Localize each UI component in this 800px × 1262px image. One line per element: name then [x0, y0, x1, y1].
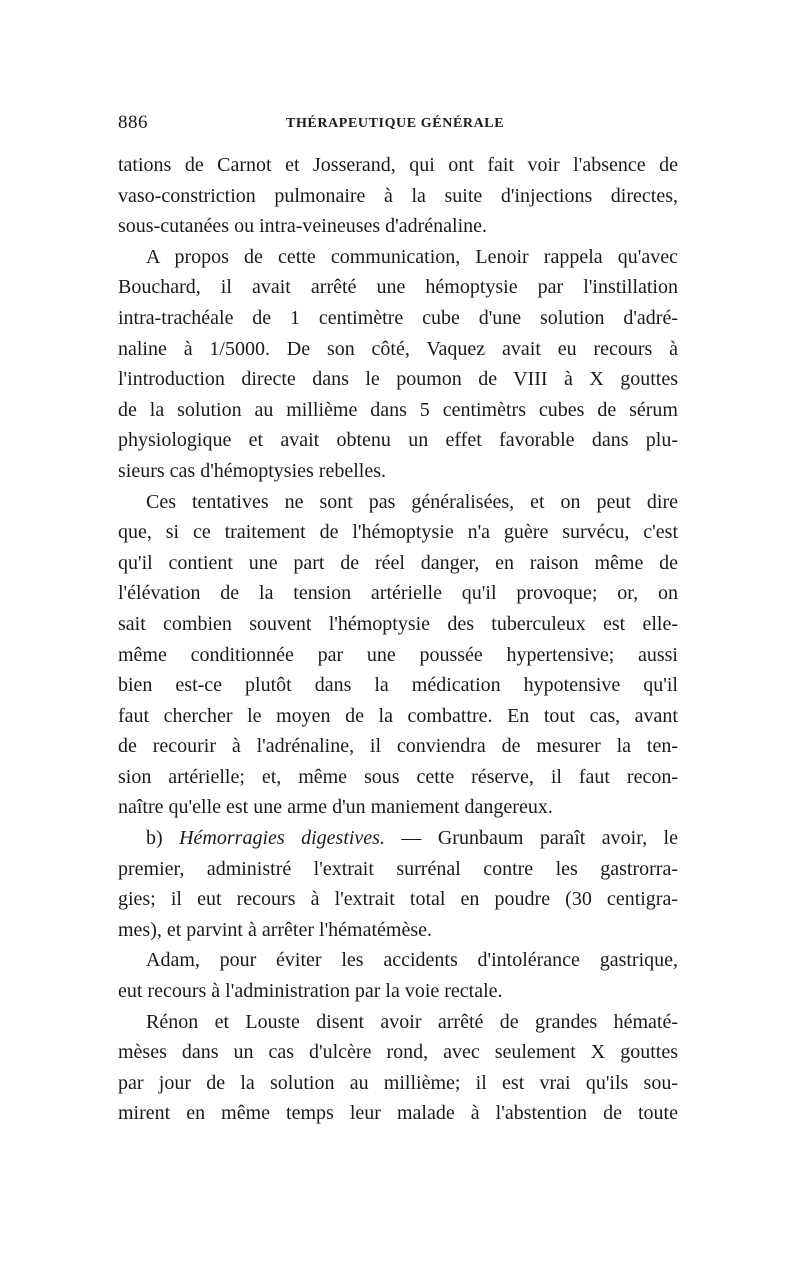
text-line: mirent en même temps leur malade à l'abstention de toute — [118, 1102, 678, 1125]
text-line: Adam, pour éviter les accidents d'intolérance gastrique, — [146, 949, 678, 972]
text-line: intra-trachéale de 1 centimètre cube d'une solution d'adré- — [118, 306, 678, 329]
section-marker: b) — [146, 827, 180, 850]
text-line: Ces tentatives ne sont pas généralisées, et on peut dire — [146, 490, 678, 513]
text-line: faut chercher le moyen de la combattre. En tout cas, avant — [118, 704, 678, 727]
body-text — [118, 150, 678, 1129]
section-heading-line — [118, 823, 678, 854]
text-line: bien est-ce plutôt dans la médication hypotensive qu'il — [118, 674, 678, 697]
section-line-rest: — Grunbaum paraît avoir, le — [384, 827, 678, 850]
text-line: Bouchard, il avait arrêté une hémoptysie par l'instillation — [118, 276, 678, 299]
text-line: que, si ce traitement de l'hémoptysie n'a guère survécu, c'est — [118, 521, 678, 544]
text-line: vaso-constriction pulmonaire à la suite d'injections directes, — [118, 184, 678, 207]
section-heading: Hémorragies digestives. — [179, 827, 385, 850]
text-line: physiologique et avait obtenu un effet favorable dans plu- — [118, 429, 678, 452]
text-line: sieurs cas d'hémoptysies rebelles. — [118, 459, 386, 482]
page-number: 886 — [118, 112, 148, 133]
text-line: même conditionnée par une poussée hypertensive; aussi — [118, 643, 678, 666]
text-line: mes), et parvint à arrêter l'hématémèse. — [118, 918, 433, 941]
text-line: gies; il eut recours à l'extrait total en poudre (30 centigra- — [118, 888, 678, 911]
text-line: tations de Carnot et Josserand, qui ont fait voir l'absence de — [118, 154, 678, 176]
text-line: mèses dans un cas d'ulcère rond, avec seulement X gouttes — [118, 1041, 678, 1064]
running-head — [118, 112, 678, 142]
text-line: de la solution au millième dans 5 centimètrs cubes de sérum — [118, 398, 678, 421]
running-title: THÉRAPEUTIQUE GÉNÉRALE — [286, 116, 505, 131]
text-line: eut recours à l'administration par la voie rectale. — [118, 980, 503, 1003]
text-line: qu'il contient une part de réel danger, en raison même de — [118, 551, 678, 574]
text-line: A propos de cette communication, Lenoir rappela qu'avec — [146, 245, 678, 268]
text-line: de recourir à l'adrénaline, il conviendra de mesurer la ten- — [118, 735, 678, 758]
text-line: sion artérielle; et, même sous cette réserve, il faut recon- — [118, 765, 678, 788]
text-line: l'introduction directe dans le poumon de VIII à X gouttes — [118, 368, 678, 391]
text-line: l'élévation de la tension artérielle qu'il provoque; or, on — [118, 582, 678, 605]
text-line: naître qu'elle est une arme d'un maniement dangereux. — [118, 796, 553, 819]
text-line: premier, administré l'extrait surrénal contre les gastrorra- — [118, 857, 678, 880]
text-line: Rénon et Louste disent avoir arrêté de grandes hématé- — [146, 1010, 678, 1033]
text-line: sous-cutanées ou intra-veineuses d'adrénaline. — [118, 215, 488, 238]
text-line: sait combien souvent l'hémoptysie des tuberculeux est elle- — [118, 612, 678, 635]
text-line: naline à 1/5000. De son côté, Vaquez avait eu recours à — [118, 337, 678, 360]
text-line: par jour de la solution au millième; il est vrai qu'ils sou- — [118, 1071, 678, 1094]
